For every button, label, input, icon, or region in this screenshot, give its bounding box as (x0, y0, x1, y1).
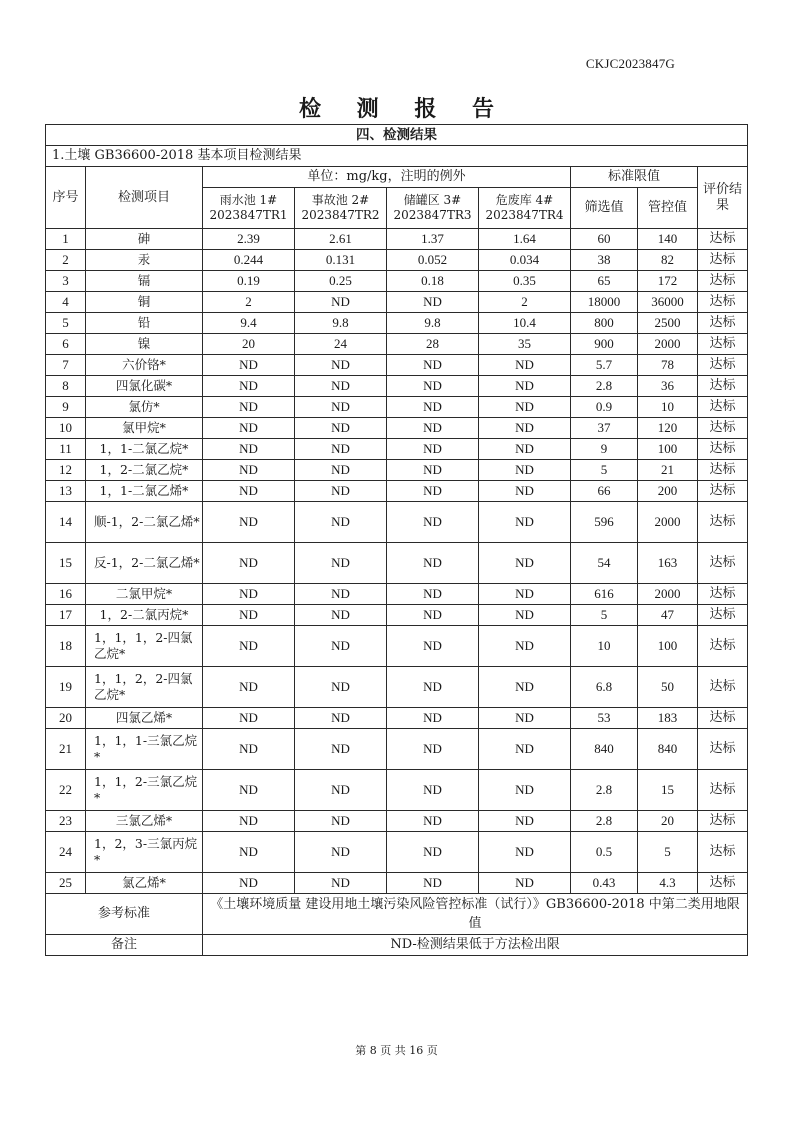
header-seq: 序号 (46, 167, 86, 229)
sample-3-value: ND (387, 376, 479, 397)
sample-3-value: 0.18 (387, 271, 479, 292)
sample-3-value: 0.052 (387, 250, 479, 271)
sample-4-value: ND (479, 502, 571, 543)
table-row (46, 729, 748, 770)
evaluation-result: 达标 (698, 811, 748, 832)
evaluation-result: 达标 (698, 626, 748, 667)
sample-1-value: ND (203, 605, 295, 626)
screening-value: 0.9 (571, 397, 638, 418)
row-number: 24 (46, 832, 86, 873)
sample-2-value: ND (295, 729, 387, 770)
evaluation-result: 达标 (698, 313, 748, 334)
table-row (46, 229, 748, 250)
row-number: 18 (46, 626, 86, 667)
row-number: 17 (46, 605, 86, 626)
row-number: 8 (46, 376, 86, 397)
report-code: CKJC2023847G (585, 56, 675, 71)
sample-1-value: ND (203, 481, 295, 502)
sample-3-value: ND (387, 543, 479, 584)
evaluation-result: 达标 (698, 250, 748, 271)
item-name: 砷 (86, 229, 203, 250)
header-sample-4: 危废库 4# 2023847TR4 (479, 188, 571, 229)
page-number: 第 8 页 共 16 页 (355, 1044, 438, 1057)
item-name: 铜 (86, 292, 203, 313)
sample-2-value: ND (295, 292, 387, 313)
sample-4-value: ND (479, 770, 571, 811)
sample-3-value: ND (387, 460, 479, 481)
sample-1-value: ND (203, 502, 295, 543)
sample-4-value: ND (479, 667, 571, 708)
row-number: 1 (46, 229, 86, 250)
sample-4-value: ND (479, 832, 571, 873)
row-number: 21 (46, 729, 86, 770)
sample-4-value: 2 (479, 292, 571, 313)
sample-2-value: ND (295, 355, 387, 376)
sample-3-value: ND (387, 832, 479, 873)
sample-2-value: 0.131 (295, 250, 387, 271)
evaluation-result: 达标 (698, 355, 748, 376)
item-name: 顺-1，2-二氯乙烯* (86, 502, 203, 543)
item-name: 1，1-二氯乙烯* (86, 481, 203, 502)
table-row (46, 626, 748, 667)
item-name: 1，2，3-三氯丙烷* (86, 832, 203, 873)
sample-2-value: ND (295, 832, 387, 873)
item-name: 铅 (86, 313, 203, 334)
sample-2-value: 0.25 (295, 271, 387, 292)
sample-3-value: ND (387, 584, 479, 605)
sample-4-value: 1.64 (479, 229, 571, 250)
header-screening-value: 筛选值 (571, 188, 638, 229)
sample-2-value: ND (295, 873, 387, 894)
control-value: 100 (638, 439, 698, 460)
screening-value: 900 (571, 334, 638, 355)
sample-1-value: ND (203, 418, 295, 439)
sample-2-value: ND (295, 811, 387, 832)
screening-value: 38 (571, 250, 638, 271)
evaluation-result: 达标 (698, 502, 748, 543)
table-row (46, 334, 748, 355)
row-number: 6 (46, 334, 86, 355)
item-name: 镉 (86, 271, 203, 292)
sample-3-value: ND (387, 667, 479, 708)
table-row (46, 584, 748, 605)
evaluation-result: 达标 (698, 770, 748, 811)
sample-3-value: ND (387, 397, 479, 418)
table-row (46, 397, 748, 418)
item-name: 四氯化碳* (86, 376, 203, 397)
header-unit-note: 单位：mg/kg，注明的例外 (203, 167, 571, 188)
sample-2-value: ND (295, 397, 387, 418)
row-number: 14 (46, 502, 86, 543)
screening-value: 2.8 (571, 376, 638, 397)
sample-3-value: 28 (387, 334, 479, 355)
evaluation-result: 达标 (698, 376, 748, 397)
evaluation-result: 达标 (698, 543, 748, 584)
table-row (46, 708, 748, 729)
control-value: 163 (638, 543, 698, 584)
sample-2-value: ND (295, 667, 387, 708)
sample-2-value: 24 (295, 334, 387, 355)
screening-value: 5 (571, 605, 638, 626)
item-name: 六价铬* (86, 355, 203, 376)
control-value: 172 (638, 271, 698, 292)
sample-1-value: ND (203, 626, 295, 667)
sample-4-value: 0.35 (479, 271, 571, 292)
screening-value: 9 (571, 439, 638, 460)
item-name: 镍 (86, 334, 203, 355)
row-number: 5 (46, 313, 86, 334)
control-value: 2000 (638, 334, 698, 355)
header-sample-2: 事故池 2# 2023847TR2 (295, 188, 387, 229)
sample-1-value: ND (203, 355, 295, 376)
sample-1-value: ND (203, 584, 295, 605)
sample-3-value: ND (387, 481, 479, 502)
sample-1-value: 2 (203, 292, 295, 313)
screening-value: 2.8 (571, 811, 638, 832)
control-value: 10 (638, 397, 698, 418)
row-number: 20 (46, 708, 86, 729)
sample-4-value: ND (479, 729, 571, 770)
sample-2-value: ND (295, 502, 387, 543)
evaluation-result: 达标 (698, 708, 748, 729)
item-name: 1，1，2-三氯乙烷* (86, 770, 203, 811)
screening-value: 5 (571, 460, 638, 481)
sample-4-value: ND (479, 460, 571, 481)
sample-1-value: ND (203, 376, 295, 397)
sample-4-value: ND (479, 355, 571, 376)
section-title: 四、检测结果 (46, 125, 748, 146)
item-name: 四氯乙烯* (86, 708, 203, 729)
sample-4-value: 35 (479, 334, 571, 355)
row-number: 4 (46, 292, 86, 313)
screening-value: 616 (571, 584, 638, 605)
table-row (46, 770, 748, 811)
table-row (46, 811, 748, 832)
item-name: 氯仿* (86, 397, 203, 418)
control-value: 2000 (638, 584, 698, 605)
table-row (46, 605, 748, 626)
sample-1-value: 0.19 (203, 271, 295, 292)
item-name: 1，1，1，2-四氯乙烷* (86, 626, 203, 667)
item-name: 氯甲烷* (86, 418, 203, 439)
remarks-label: 备注 (46, 935, 203, 956)
reference-text: 《土壤环境质量 建设用地土壤污染风险管控标准（试行）》GB36600-2018 中第二类用地限值 (203, 894, 748, 935)
sample-1-value: ND (203, 811, 295, 832)
item-name: 1，1-二氯乙烷* (86, 439, 203, 460)
header-sample-1: 雨水池 1# 2023847TR1 (203, 188, 295, 229)
evaluation-result: 达标 (698, 418, 748, 439)
control-value: 183 (638, 708, 698, 729)
table-subtitle: 1.土壤 GB36600-2018 基本项目检测结果 (46, 146, 748, 167)
screening-value: 54 (571, 543, 638, 584)
sample-2-value: ND (295, 708, 387, 729)
row-number: 3 (46, 271, 86, 292)
sample-2-value: ND (295, 584, 387, 605)
evaluation-result: 达标 (698, 729, 748, 770)
screening-value: 800 (571, 313, 638, 334)
screening-value: 65 (571, 271, 638, 292)
header-item: 检测项目 (86, 167, 203, 229)
sample-1-value: 2.39 (203, 229, 295, 250)
evaluation-result: 达标 (698, 832, 748, 873)
item-name: 汞 (86, 250, 203, 271)
control-value: 47 (638, 605, 698, 626)
sample-1-value: ND (203, 439, 295, 460)
item-name: 1，1，2，2-四氯乙烷* (86, 667, 203, 708)
row-number: 12 (46, 460, 86, 481)
sample-2-value: ND (295, 460, 387, 481)
row-number: 22 (46, 770, 86, 811)
evaluation-result: 达标 (698, 229, 748, 250)
control-value: 2500 (638, 313, 698, 334)
row-number: 9 (46, 397, 86, 418)
sample-3-value: ND (387, 418, 479, 439)
control-value: 140 (638, 229, 698, 250)
sample-1-value: ND (203, 543, 295, 584)
header-control-value: 管控值 (638, 188, 698, 229)
sample-3-value: 1.37 (387, 229, 479, 250)
sample-1-value: ND (203, 397, 295, 418)
item-name: 反-1，2-二氯乙烯* (86, 543, 203, 584)
document-title: 检 测 报 告 (299, 96, 508, 122)
table-row (46, 460, 748, 481)
sample-3-value: ND (387, 770, 479, 811)
control-value: 50 (638, 667, 698, 708)
row-number: 10 (46, 418, 86, 439)
sample-2-value: 2.61 (295, 229, 387, 250)
item-name: 三氯乙烯* (86, 811, 203, 832)
sample-4-value: 10.4 (479, 313, 571, 334)
evaluation-result: 达标 (698, 397, 748, 418)
control-value: 21 (638, 460, 698, 481)
control-value: 5 (638, 832, 698, 873)
screening-value: 0.5 (571, 832, 638, 873)
sample-4-value: ND (479, 376, 571, 397)
table-row (46, 376, 748, 397)
control-value: 36000 (638, 292, 698, 313)
sample-1-value: 20 (203, 334, 295, 355)
screening-value: 2.8 (571, 770, 638, 811)
screening-value: 6.8 (571, 667, 638, 708)
evaluation-result: 达标 (698, 334, 748, 355)
sample-2-value: ND (295, 543, 387, 584)
table-row (46, 543, 748, 584)
evaluation-result: 达标 (698, 584, 748, 605)
screening-value: 10 (571, 626, 638, 667)
control-value: 36 (638, 376, 698, 397)
table-row (46, 502, 748, 543)
table-row (46, 418, 748, 439)
sample-4-value: ND (479, 418, 571, 439)
screening-value: 0.43 (571, 873, 638, 894)
row-number: 19 (46, 667, 86, 708)
header-sample-3: 储罐区 3# 2023847TR3 (387, 188, 479, 229)
control-value: 2000 (638, 502, 698, 543)
sample-4-value: ND (479, 397, 571, 418)
sample-2-value: ND (295, 626, 387, 667)
sample-3-value: ND (387, 811, 479, 832)
item-name: 1，2-二氯乙烷* (86, 460, 203, 481)
table-row (46, 439, 748, 460)
sample-3-value: 9.8 (387, 313, 479, 334)
row-number: 7 (46, 355, 86, 376)
screening-value: 53 (571, 708, 638, 729)
row-number: 13 (46, 481, 86, 502)
screening-value: 596 (571, 502, 638, 543)
sample-4-value: ND (479, 873, 571, 894)
sample-1-value: ND (203, 667, 295, 708)
sample-4-value: ND (479, 708, 571, 729)
sample-4-value: ND (479, 543, 571, 584)
sample-3-value: ND (387, 873, 479, 894)
evaluation-result: 达标 (698, 271, 748, 292)
row-number: 23 (46, 811, 86, 832)
evaluation-result: 达标 (698, 292, 748, 313)
item-name: 1，1，1-三氯乙烷* (86, 729, 203, 770)
reference-label: 参考标准 (46, 894, 203, 935)
sample-4-value: ND (479, 584, 571, 605)
evaluation-result: 达标 (698, 460, 748, 481)
sample-2-value: ND (295, 439, 387, 460)
screening-value: 60 (571, 229, 638, 250)
evaluation-result: 达标 (698, 481, 748, 502)
sample-4-value: ND (479, 439, 571, 460)
row-number: 15 (46, 543, 86, 584)
table-row (46, 271, 748, 292)
screening-value: 37 (571, 418, 638, 439)
sample-3-value: ND (387, 626, 479, 667)
sample-2-value: ND (295, 418, 387, 439)
control-value: 100 (638, 626, 698, 667)
table-row (46, 250, 748, 271)
remarks-text: ND-检测结果低于方法检出限 (203, 935, 748, 956)
screening-value: 18000 (571, 292, 638, 313)
sample-3-value: ND (387, 708, 479, 729)
sample-2-value: ND (295, 481, 387, 502)
table-row (46, 355, 748, 376)
evaluation-result: 达标 (698, 439, 748, 460)
sample-4-value: ND (479, 811, 571, 832)
control-value: 200 (638, 481, 698, 502)
evaluation-result: 达标 (698, 605, 748, 626)
control-value: 20 (638, 811, 698, 832)
screening-value: 840 (571, 729, 638, 770)
sample-3-value: ND (387, 729, 479, 770)
sample-2-value: 9.8 (295, 313, 387, 334)
control-value: 82 (638, 250, 698, 271)
table-row (46, 873, 748, 894)
sample-1-value: 0.244 (203, 250, 295, 271)
sample-1-value: ND (203, 460, 295, 481)
table-row (46, 481, 748, 502)
sample-3-value: ND (387, 439, 479, 460)
sample-1-value: ND (203, 770, 295, 811)
evaluation-result: 达标 (698, 667, 748, 708)
sample-3-value: ND (387, 605, 479, 626)
evaluation-result: 达标 (698, 873, 748, 894)
sample-1-value: ND (203, 729, 295, 770)
header-evaluation: 评价结果 (698, 167, 748, 229)
control-value: 4.3 (638, 873, 698, 894)
sample-1-value: ND (203, 873, 295, 894)
sample-3-value: ND (387, 502, 479, 543)
row-number: 16 (46, 584, 86, 605)
row-number: 25 (46, 873, 86, 894)
row-number: 2 (46, 250, 86, 271)
table-row (46, 313, 748, 334)
sample-1-value: ND (203, 832, 295, 873)
header-standard-limit: 标准限值 (571, 167, 698, 188)
table-row (46, 292, 748, 313)
screening-value: 66 (571, 481, 638, 502)
item-name: 二氯甲烷* (86, 584, 203, 605)
sample-1-value: ND (203, 708, 295, 729)
results-table (45, 124, 748, 956)
sample-2-value: ND (295, 770, 387, 811)
sample-3-value: ND (387, 355, 479, 376)
sample-4-value: ND (479, 626, 571, 667)
table-row (46, 667, 748, 708)
sample-2-value: ND (295, 605, 387, 626)
control-value: 78 (638, 355, 698, 376)
control-value: 840 (638, 729, 698, 770)
table-row (46, 832, 748, 873)
sample-4-value: ND (479, 605, 571, 626)
control-value: 120 (638, 418, 698, 439)
item-name: 1，2-二氯丙烷* (86, 605, 203, 626)
row-number: 11 (46, 439, 86, 460)
item-name: 氯乙烯* (86, 873, 203, 894)
sample-1-value: 9.4 (203, 313, 295, 334)
control-value: 15 (638, 770, 698, 811)
sample-3-value: ND (387, 292, 479, 313)
sample-4-value: ND (479, 481, 571, 502)
sample-2-value: ND (295, 376, 387, 397)
sample-4-value: 0.034 (479, 250, 571, 271)
screening-value: 5.7 (571, 355, 638, 376)
